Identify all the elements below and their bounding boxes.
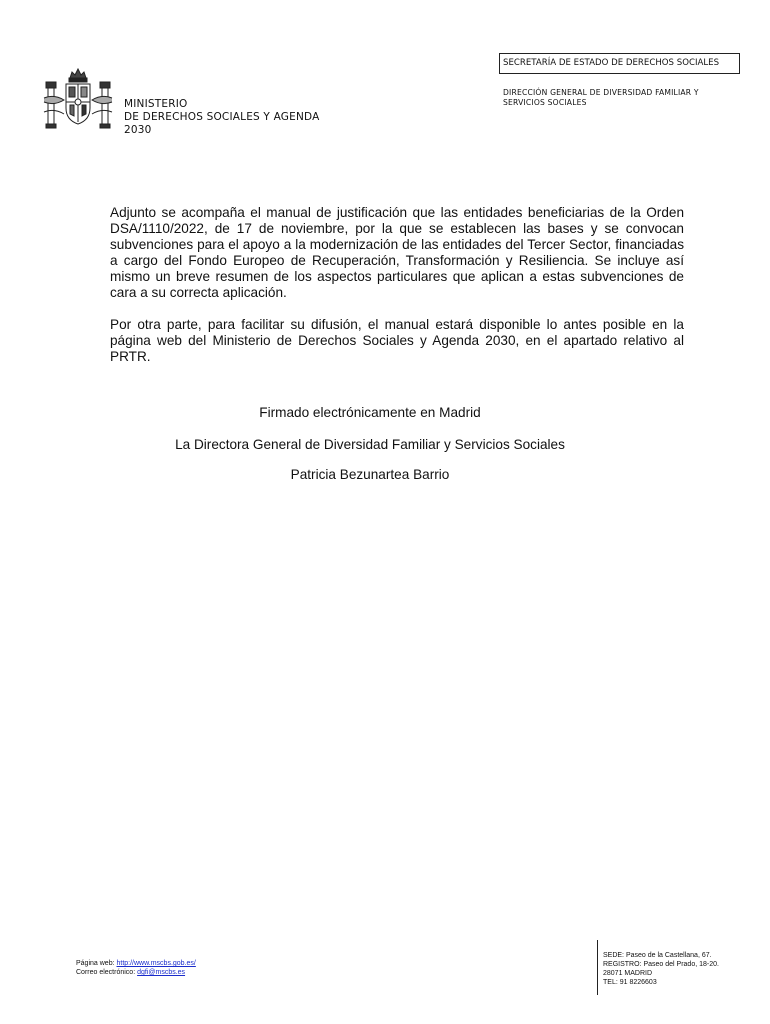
email-link[interactable]: dgfi@mscbs.es bbox=[137, 969, 186, 976]
footer-contact bbox=[76, 959, 196, 977]
email-label: Correo electrónico: bbox=[76, 969, 138, 976]
web-link[interactable]: http://www.mscbs.gob.es/ bbox=[116, 960, 196, 967]
footer-divider bbox=[597, 940, 598, 995]
address-line: TEL: 91 8226603 bbox=[603, 979, 657, 986]
ministry-line: MINISTERIO bbox=[124, 98, 188, 110]
address-line: 28071 MADRID bbox=[603, 970, 653, 977]
paragraph-1: Adjunto se acompaña el manual de justificación que las entidades beneficiarias de la Orden DSA/1110/2022, de 17 de noviembre, por la que se establecen las bases y se convocan subvenciones para el apoyo a la modernización de las entidades del Tercer Sector, financiadas a cargo del Fondo Europeo de Recuperación, Transformación y Resiliencia. Se incluye así mismo un breve resumen de los aspectos particulares que aplican a estas subvenciones de cara a su correcta aplicación. bbox=[110, 205, 684, 300]
direccion-general: DIRECCIÓN GENERAL DE DIVERSIDAD FAMILIAR Y SERVICIOS SOCIALES bbox=[503, 88, 699, 107]
letter-body bbox=[110, 205, 684, 381]
signer-position: La Directora General de Diversidad Familiar y Servicios Sociales bbox=[175, 437, 565, 452]
secretaria-box: SECRETARÍA DE ESTADO DE DERECHOS SOCIALES bbox=[499, 53, 740, 74]
address-line: SEDE: Paseo de la Castellana, 67. bbox=[603, 952, 712, 959]
web-label: Página web: bbox=[76, 960, 117, 967]
footer-address bbox=[603, 951, 719, 987]
address-line: REGISTRO: Paseo del Prado, 18-20. bbox=[603, 961, 719, 968]
signer-name: Patricia Bezunartea Barrio bbox=[290, 467, 450, 482]
spanish-coat-of-arms-icon bbox=[42, 64, 114, 136]
paragraph-2: Por otra parte, para facilitar su difusión, el manual estará disponible lo antes posible en la página web del Ministerio de Derechos Sociales y Agenda 2030, en el apartado relativo al PRTR. bbox=[110, 317, 684, 364]
ministry-name bbox=[124, 98, 320, 137]
ministry-line: DE DERECHOS SOCIALES Y AGENDA bbox=[124, 111, 320, 123]
ministry-line: 2030 bbox=[124, 124, 152, 136]
signed-line: Firmado electrónicamente en Madrid bbox=[259, 405, 481, 420]
